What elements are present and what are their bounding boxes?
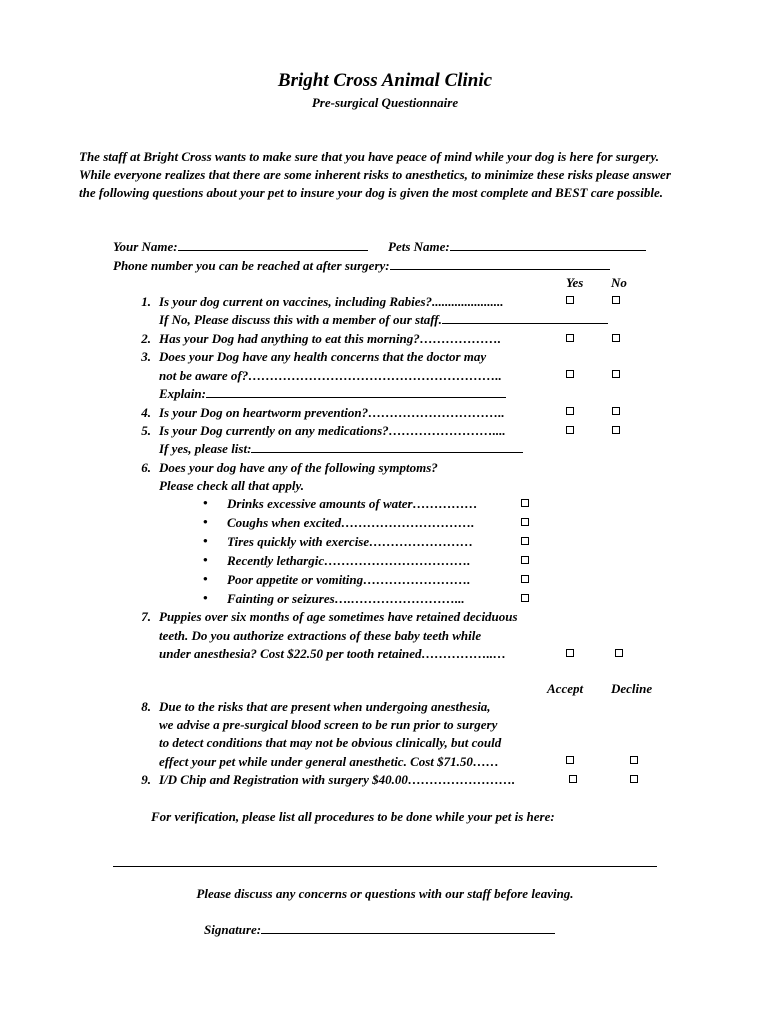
q8-accept-checkbox[interactable] <box>566 756 574 764</box>
concerns-note: Please discuss any concerns or questions with our staff before leaving. <box>196 886 574 901</box>
q4-no-checkbox[interactable] <box>612 407 620 415</box>
q2-yes-checkbox[interactable] <box>566 334 574 342</box>
q1-followup-blank[interactable] <box>442 311 608 324</box>
q9-text: I/D Chip and Registration with surgery $40.00……………………. <box>159 772 516 787</box>
yes-column-header: Yes <box>566 275 584 290</box>
your-name-label: Your Name: <box>113 239 178 254</box>
q5-list-field <box>159 440 523 458</box>
symptom-item: Coughs when excited…………………………. <box>227 515 475 530</box>
q9-decline-checkbox[interactable] <box>630 775 638 783</box>
clinic-title: Bright Cross Animal Clinic <box>277 70 493 91</box>
pets-name-label: Pets Name: <box>388 239 450 254</box>
q8-line2: we advise a pre-surgical blood screen to be run prior to surgery <box>159 717 498 732</box>
q8-line4: effect your pet while under general anesthetic. Cost $71.50…… <box>159 754 499 769</box>
bullet-icon: • <box>203 533 208 548</box>
q7-number: 7. <box>141 609 151 624</box>
symptom-item: Fainting or seizures….……………………... <box>227 591 465 606</box>
q5-number: 5. <box>141 423 151 438</box>
q5-no-checkbox[interactable] <box>612 426 620 434</box>
q3-explain-label: Explain: <box>159 386 206 401</box>
symptom-checkbox[interactable] <box>521 518 529 526</box>
q6-line1: Does your dog have any of the following symptoms? <box>159 460 438 475</box>
symptom-checkbox[interactable] <box>521 537 529 545</box>
symptom-item: Recently lethargic……………………………. <box>227 553 471 568</box>
bullet-icon: • <box>203 571 208 586</box>
signature-field <box>204 921 555 939</box>
pets-name-field[interactable] <box>388 238 646 256</box>
symptom-item: Tires quickly with exercise…………………… <box>227 534 474 549</box>
q2-no-checkbox[interactable] <box>612 334 620 342</box>
q8-decline-checkbox[interactable] <box>630 756 638 764</box>
form-subtitle: Pre-surgical Questionnaire <box>311 95 459 110</box>
symptom-item: Poor appetite or vomiting……………………. <box>227 572 471 587</box>
q7-line3: under anesthesia? Cost $22.50 per tooth retained……………..… <box>159 646 507 661</box>
q9-accept-checkbox[interactable] <box>569 775 577 783</box>
q3-no-checkbox[interactable] <box>612 370 620 378</box>
q3-explain-blank[interactable] <box>206 385 506 398</box>
symptom-checkbox[interactable] <box>521 499 529 507</box>
bullet-icon: • <box>203 514 208 529</box>
accept-column-header: Accept <box>547 681 584 696</box>
q4-text: Is your Dog on heartworm prevention?………………………….. <box>159 405 505 420</box>
q5-text: Is your Dog currently on any medications?…………………….... <box>159 423 506 438</box>
verification-prompt: For verification, please list all procedures to be done while your pet is here: <box>151 809 555 824</box>
q1-yes-checkbox[interactable] <box>566 296 574 304</box>
your-name-field[interactable] <box>113 238 368 256</box>
q3-number: 3. <box>141 349 151 364</box>
q1-number: 1. <box>141 294 151 309</box>
intro-paragraph: The staff at Bright Cross wants to make sure that you have peace of mind while your dog is here for surgery. While everyone realizes that there are some inherent risks to anesthetics, to minimize these risks please answer the following questions about your pet to insure your dog is given the most complete and BEST care possible. <box>79 149 671 200</box>
q3-explain-field <box>159 385 506 403</box>
signature-blank[interactable] <box>261 921 555 934</box>
q3-yes-checkbox[interactable] <box>566 370 574 378</box>
q5-yes-checkbox[interactable] <box>566 426 574 434</box>
q6-number: 6. <box>141 460 151 475</box>
q8-line1: Due to the risks that are present when undergoing anesthesia, <box>159 699 491 714</box>
q3-line1: Does your Dog have any health concerns that the doctor may <box>159 349 487 364</box>
phone-blank[interactable] <box>390 257 610 270</box>
q2-text: Has your Dog had anything to eat this morning?………………. <box>159 331 502 346</box>
q5-list-blank[interactable] <box>251 440 523 453</box>
q1-no-checkbox[interactable] <box>612 296 620 304</box>
phone-field[interactable] <box>113 257 610 275</box>
bullet-icon: • <box>203 590 208 605</box>
procedures-blank-line[interactable] <box>113 866 657 867</box>
q8-number: 8. <box>141 699 151 714</box>
q5-list-label: If yes, please list: <box>159 441 252 456</box>
q7-no-checkbox[interactable] <box>615 649 623 657</box>
no-column-header: No <box>611 275 627 290</box>
decline-column-header: Decline <box>611 681 653 696</box>
q9-number: 9. <box>141 772 151 787</box>
q3-line2: not be aware of?………………………………………………….. <box>159 368 502 383</box>
q4-yes-checkbox[interactable] <box>566 407 574 415</box>
q1-followup <box>159 311 608 329</box>
symptom-checkbox[interactable] <box>521 575 529 583</box>
q6-line2: Please check all that apply. <box>159 478 305 493</box>
signature-label: Signature: <box>204 922 262 937</box>
symptom-item: Drinks excessive amounts of water…………… <box>227 496 478 511</box>
q7-yes-checkbox[interactable] <box>566 649 574 657</box>
q1-followup-label: If No, Please discuss this with a member of our staff. <box>159 312 442 327</box>
q2-number: 2. <box>141 331 151 346</box>
q7-line2: teeth. Do you authorize extractions of these baby teeth while <box>159 628 482 643</box>
your-name-blank[interactable] <box>178 238 368 251</box>
bullet-icon: • <box>203 552 208 567</box>
symptom-checkbox[interactable] <box>521 594 529 602</box>
q4-number: 4. <box>141 405 151 420</box>
q1-text: Is your dog current on vaccines, including Rabies?...................... <box>159 294 504 309</box>
pets-name-blank[interactable] <box>450 238 646 251</box>
phone-label: Phone number you can be reached at after surgery: <box>113 258 390 273</box>
q7-line1: Puppies over six months of age sometimes have retained deciduous <box>159 609 518 624</box>
bullet-icon: • <box>203 495 208 510</box>
q8-line3: to detect conditions that may not be obvious clinically, but could <box>159 735 502 750</box>
symptom-checkbox[interactable] <box>521 556 529 564</box>
